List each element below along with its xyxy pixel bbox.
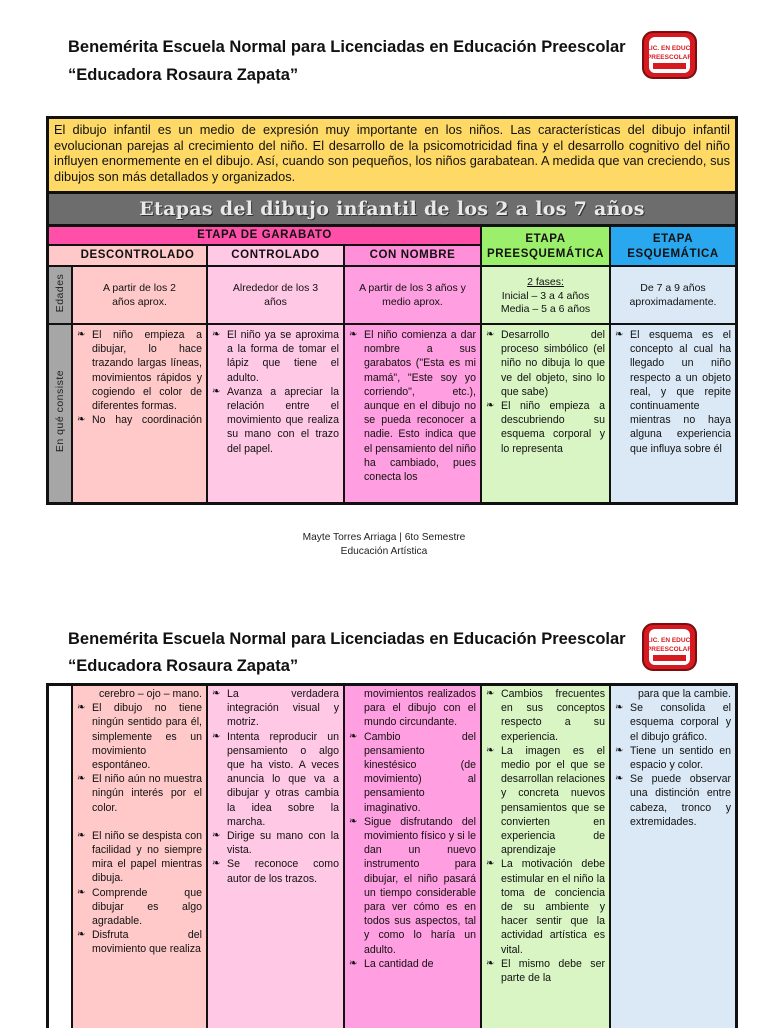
list-item: ❧ El niño empieza a descubriendo su esquema corporal y lo representa [486,400,605,455]
desc-preesquematica-2 [482,686,609,1028]
list-item: ❧ Sigue disfrutando del movimiento físico y si le dan un nuevo instrumento para dibujar, el niño pasará un tiempo considerable para ver cómo es en todos sus aspectos, tal y como lo haría un adulto. [349,815,476,956]
age-descontrolado: A partir de los 2 años aprox. [73,267,206,323]
consiste-label: En qué consiste [54,369,66,453]
row-label-blank [49,686,71,1028]
list-item: ❧ El esquema es el concepto al cual ha llegado un niño respecto a un objeto real, y que repite continuamente mientras no haya alguna experiencia que influya sobre él [615,329,731,455]
list-item: ❧ Cambios frecuentes en sus conceptos respecto a su experiencia. [486,688,605,743]
pre-phase-2: Media – 5 a 6 años [500,303,591,315]
logo2-text-2: PREESCOLAR [646,646,693,653]
stages-table-2 [46,683,738,1028]
list-item: ❧ Disfruta del movimiento que realiza [77,929,202,956]
school-name: Benemérita Escuela Normal para Licenciadas en Educación Preescolar [68,38,626,56]
desc-con-nombre-2 [345,686,480,1028]
esquematica-line1: ETAPA [652,233,694,245]
list-item: ❧ Cambio del pensamiento kinestésico (de movimiento) al pensamiento imaginativo. [349,730,476,814]
intro-text: El dibujo infantil es un medio de expresión muy importante en los niños. Las características del dibujo infantil evolucionan parejas al crecimiento del niño. El desarrollo de la psicomotricidad fina y el desarrollo cognitivo del niño influyen enormemente en el dibujo. Así, cuando son pequeños, los niños garabatean. A medida que van creciendo, sus dibujos son más detallados y organizados. [49,119,735,191]
list-item: ❧ Desarrollo del proceso simbólico (el niño no dibuja lo que ve del objeto, sino lo que sabe) [486,329,605,398]
logo2-text-1: LIC. EN EDUC. [646,637,693,644]
desc-descontrolado-2 [73,686,206,1028]
list-item: ❧ El mismo debe ser parte de la [486,957,605,985]
header-con-nombre: CON NOMBRE [345,246,480,265]
list-item: ❧ La cantidad de [349,957,434,970]
list-item: ❧ El niño empieza a dibujar, lo hace trazando largas líneas, movimientos rápidos y cogiendo el color de diferentes formas. [77,329,202,413]
list-item: ❧ Dirige su mano con la vista. [212,830,339,857]
list-item: ❧ Avanza a apreciar la relación entre el movimiento que realiza su mano con el trazo del papel. [212,385,339,455]
list-item: ❧ El niño se despista con facilidad y no siempre mira el papel mientras dibuja. [77,829,202,885]
pre-phases-title: 2 fases: [527,276,564,288]
logo-text-2: PREESCOLAR [646,54,693,61]
preesquematica-line1: ETAPA [525,233,566,245]
desc-controlado-2 [208,686,343,1028]
age-controlado: Alrededor de los 3 años [208,267,343,323]
school-logo-2 [641,622,698,672]
list-item-continued: para que la cambie. [637,688,731,700]
preesquematica-line2: PREESQUEMÁTICA [486,248,605,260]
list-item: ❧ Tiene un sentido en espacio y color. [615,744,731,772]
age-con-nombre: A partir de los 3 años y medio aprox. [345,267,480,323]
header-descontrolado: DESCONTROLADO [49,246,206,265]
age-esquematica: De 7 a 9 años aproximadamente. [611,267,735,323]
header-etapa-garabato: ETAPA DE GARABATO [49,227,480,244]
school-name-2: Benemérita Escuela Normal para Licenciadas en Educación Preescolar [68,630,626,648]
header-controlado: CONTROLADO [208,246,343,265]
list-item-continued: cerebro – ojo – mano. [98,688,202,700]
footer-subject: Educación Artística [340,546,428,557]
list-item: ❧ El dibujo no tiene ningún sentido para él, simplemente es un movimiento espontáneo. [77,702,202,772]
school-subtitle-2: “Educadora Rosaura Zapata” [68,657,299,675]
logo-text-1: LIC. EN EDUC. [646,45,693,52]
list-item: ❧ La motivación debe estimular en el niño la toma de conciencia de su ambiente y hacer sentir que la actividad artística es vital. [486,858,605,956]
pre-phase-1: Inicial – 3 a 4 años [501,289,590,302]
list-item: ❧ El niño ya se aproxima a la forma de tomar el lápiz que tiene el adulto. [212,329,339,384]
list-item: ❧ Intenta reproducir un pensamiento o algo que ha visto. A veces anuncia lo que va a dibujar y otras cambia la idea sobre la marcha. [212,730,339,828]
school-subtitle: “Educadora Rosaura Zapata” [68,66,299,84]
list-item: ❧ El niño aún no muestra ningún interés por el color. [77,773,202,814]
esquematica-line2: ESQUEMÁTICA [627,248,719,260]
list-item: ❧ La imagen es el medio por el que se desarrollan relaciones y concreta nuevos pensamientos que se convierten en experiencia de aprendizaje [486,744,605,857]
table-banner: Etapas del dibujo infantil de los 2 a los 7 años [49,194,735,224]
list-item-continued: movimientos realizados para el dibujo con el mundo circundante. [364,688,476,729]
list-item: ❧ Comprende que dibujar es algo agradable. [77,886,202,928]
desc-esquematica-2 [611,686,735,1028]
list-item: ❧ Se consolida el esquema corporal y el dibujo gráfico. [615,702,731,743]
list-item: ❧ No hay coordinación [77,414,202,427]
list-item: ❧ El niño comienza a dar nombre a sus garabatos ("Esta es mi mamá", "Este soy yo corriendo", etc.), aunque en el dibujo no se pueda reconocer a nadie. Esto indica que el pensamiento del niño ha cambiado, pues conecta los [349,329,476,484]
list-item: ❧ Se puede observar una distinción entre cabeza, tronco y extremidades. [615,773,731,828]
list-item: ❧ La verdadera integración visual y motriz. [212,688,339,729]
list-item: ❧ Se reconoce como autor de los trazos. [212,858,339,885]
footer-author: Mayte Torres Arriaga | 6to Semestre [302,532,466,543]
edades-label: Edades [54,273,66,313]
